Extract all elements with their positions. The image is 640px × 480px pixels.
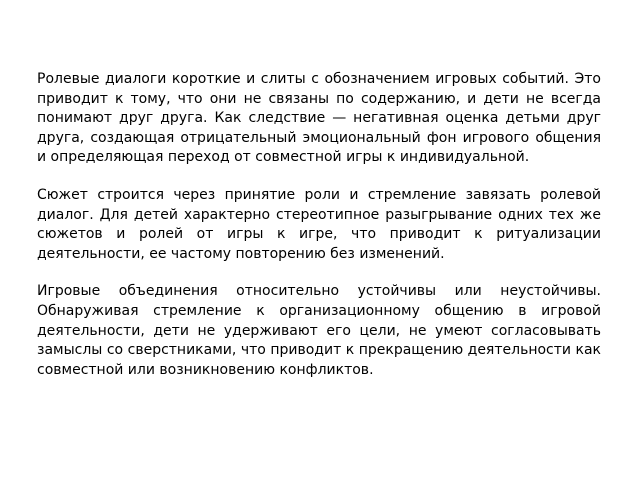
paragraph-role-dialogues: Ролевые диалоги короткие и слиты с обозначением игровых событий. Это приводит к тому, что они не связаны по содержанию, и дети не всегда понимают друг друга. Как следствие — негативная оценка детьми друг друга, создающая отрицательный эмоциональный фон игрового общения и определяющая переход от совместной игры к индивидуальной. [37,71,601,166]
paragraph-plot-building: Сюжет строится через принятие роли и стремление завязать ролевой диалог. Для детей характерно стереотипное разыгрывание одних тех же сюжетов и ролей от игры к игре, что приводит к ритуализации деятельности, ее частому повторению без изменений. [37,186,601,262]
text-body [37,70,601,380]
paragraph-game-associations: Игровые объединения относительно устойчивы или неустойчивы. Обнаруживая стремление к организационному общению в игровой деятельности, дети не удерживают его цели, не умеют согласовывать замыслы со сверстниками, что приводит к прекращению деятельности как совместной или возникновению конфликтов. [37,283,601,378]
